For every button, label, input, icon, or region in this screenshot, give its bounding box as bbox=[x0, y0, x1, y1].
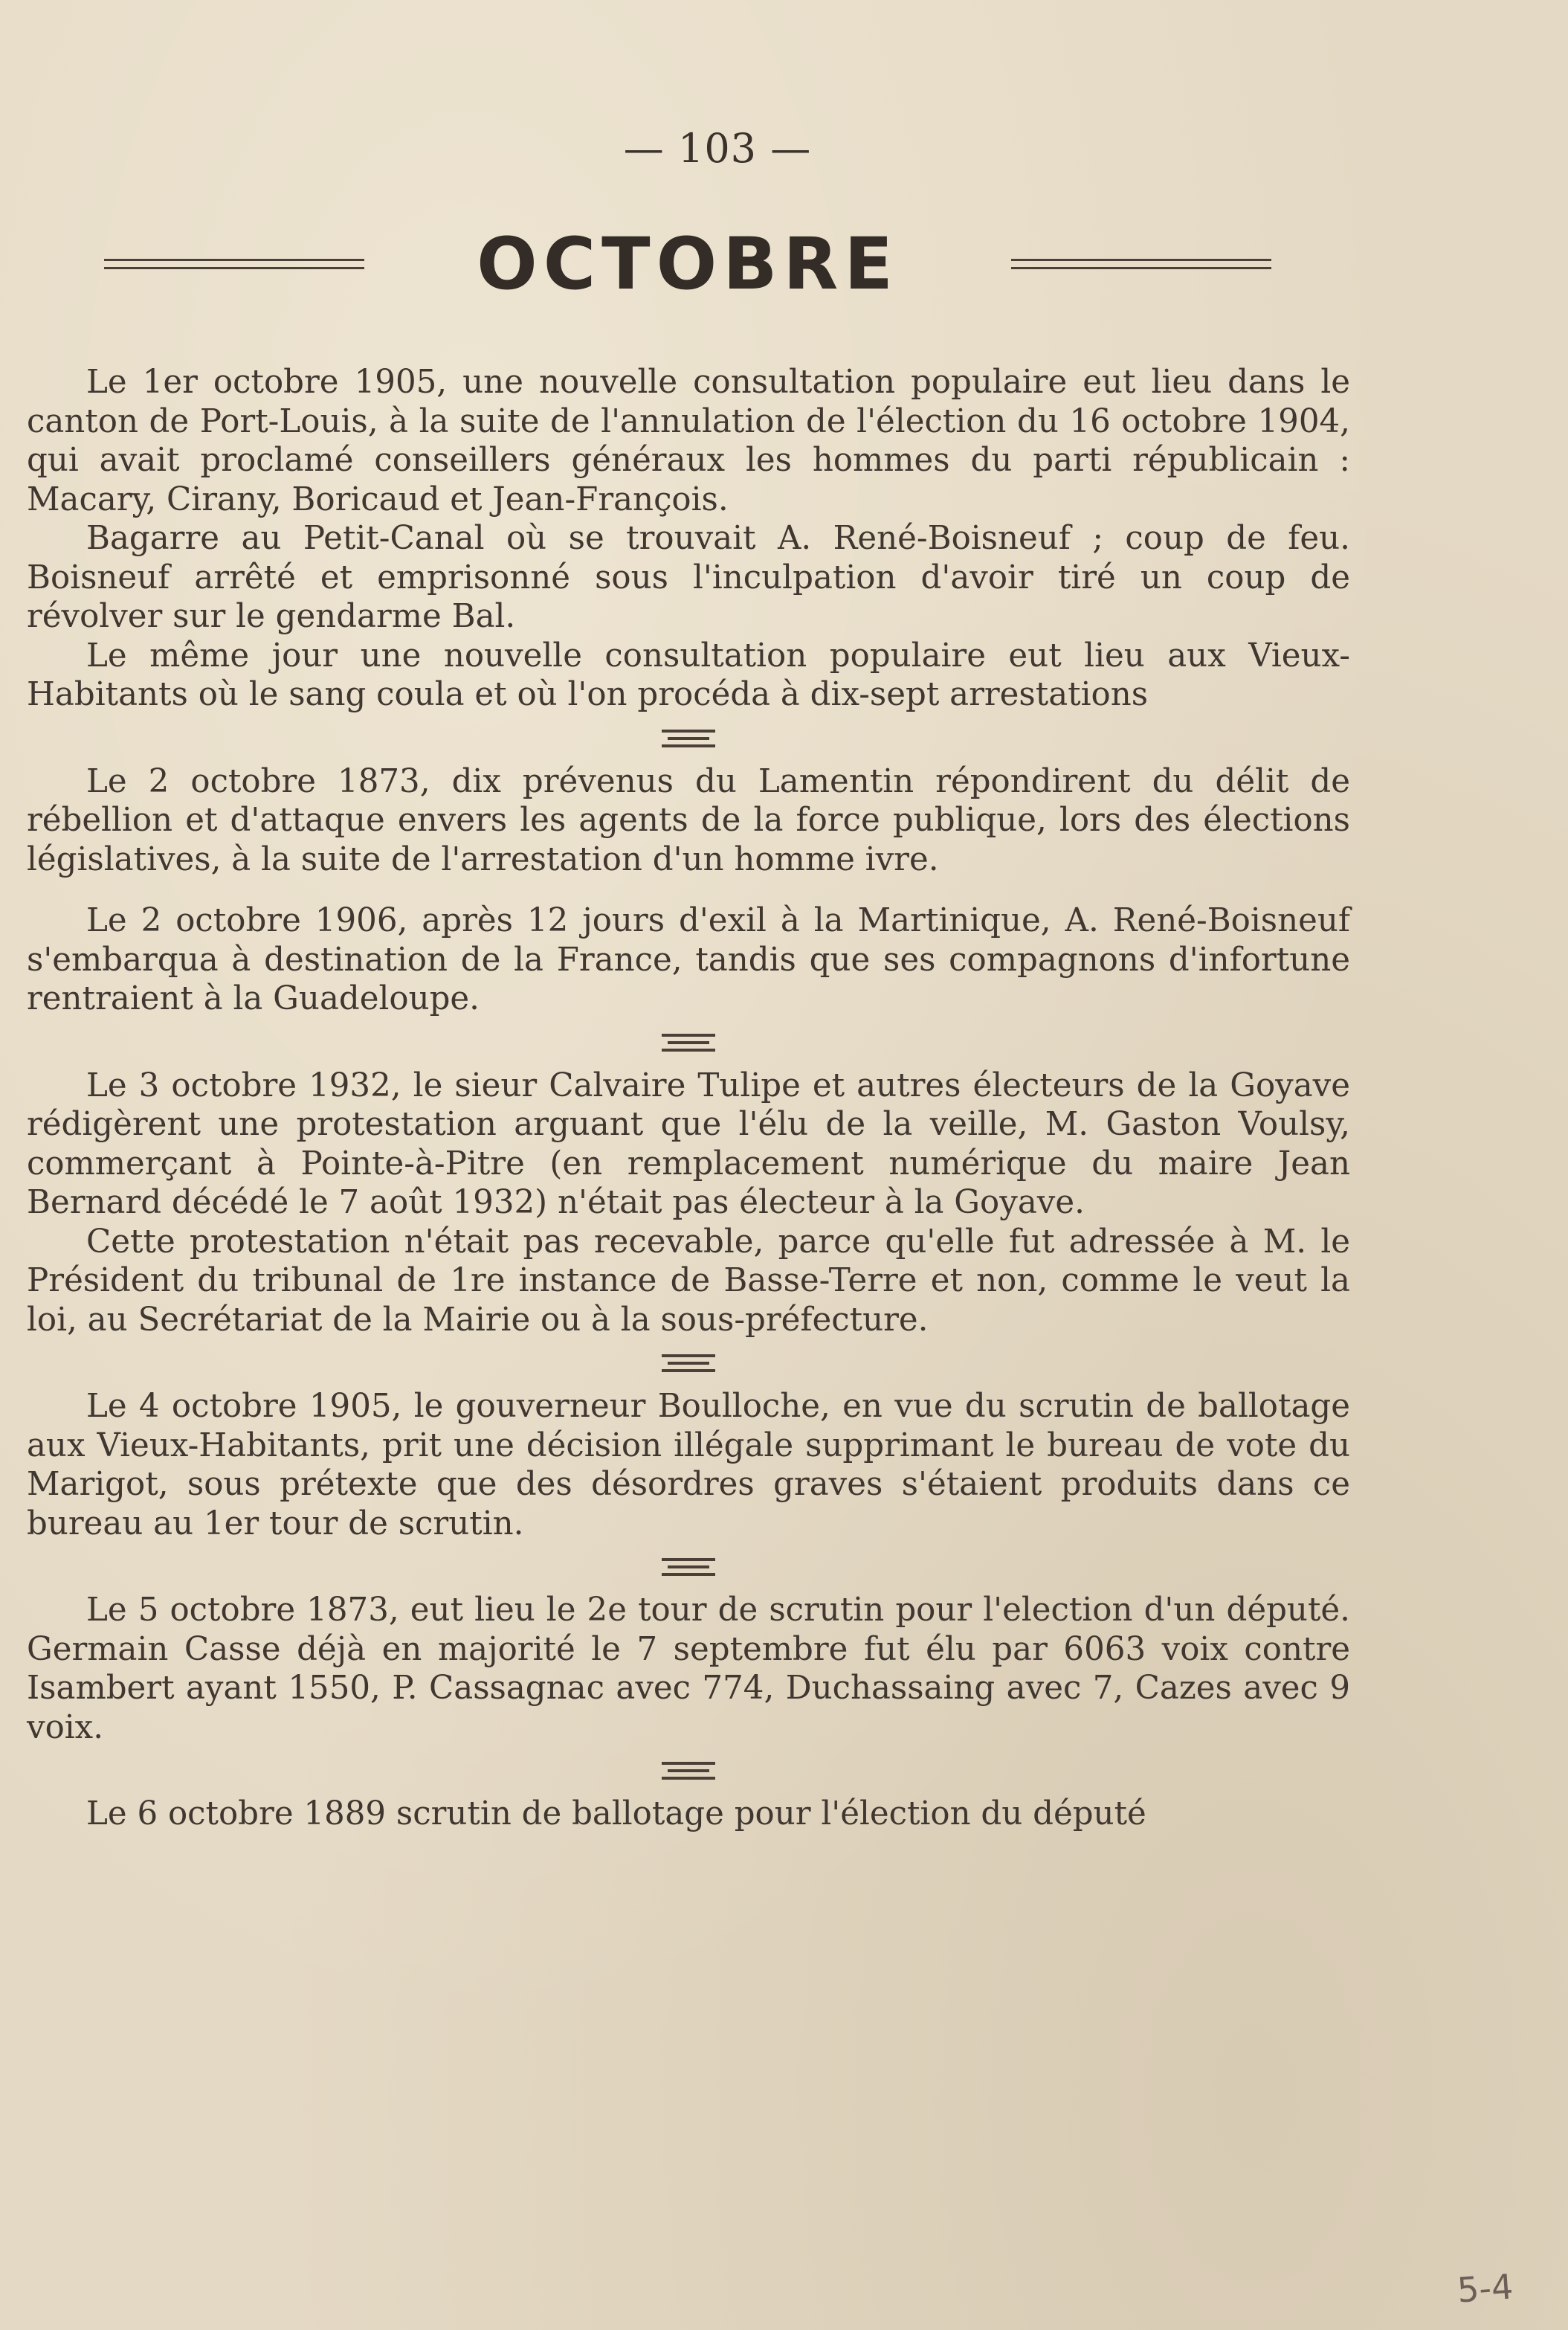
page-number: — 103 — bbox=[623, 125, 812, 172]
ornament-icon bbox=[662, 1354, 715, 1372]
paragraph: Le 2 octobre 1906, après 12 jours d'exil à la Martinique, A. René-Boisneuf s'embarqua à destination de la France, tandis que ses compagnons d'infortune rentraient à la Guadeloupe. bbox=[27, 902, 1350, 1017]
paragraph: Le 4 octobre 1905, le gouverneur Boulloche, en vue du scrutin de ballotage aux Vieux-Habitants, prit une décision illégale supprimant le bureau de vote du Marigot, sous prétexte que des désordres graves s'étaient produits dans ce bureau au 1er tour de scrutin. bbox=[27, 1388, 1350, 1542]
title-rule-right bbox=[1011, 259, 1271, 269]
title-row bbox=[104, 223, 1271, 305]
paragraph: Le même jour une nouvelle consultation populaire eut lieu aux Vieux-Habitants où le sang coula et où l'on procéda à dix-sept arrestations bbox=[27, 637, 1350, 713]
section-separator bbox=[27, 1019, 1350, 1066]
paragraph: Le 1er octobre 1905, une nouvelle consultation populaire eut lieu dans le canton de Port-Louis, à la suite de l'annulation de l'élection du 16 octobre 1904, qui avait proclamé conseillers généraux les hommes du parti républicain : Macary, Cirany, Boricaud et Jean-François. bbox=[27, 364, 1350, 518]
paragraph: Le 2 octobre 1873, dix prévenus du Lamentin répondirent du délit de rébellion et d'attaque envers les agents de la force publique, lors des élections législatives, à la suite de l'arrestation d'un homme ivre. bbox=[27, 762, 1350, 878]
section-separator bbox=[27, 1543, 1350, 1591]
body-text bbox=[27, 363, 1350, 1834]
title-rule-left bbox=[104, 259, 364, 269]
section-separator bbox=[27, 1747, 1350, 1795]
paragraph: Le 6 octobre 1889 scrutin de ballotage pour l'élection du député bbox=[86, 1795, 1146, 1832]
section-separator bbox=[27, 715, 1350, 762]
paragraph: Le 5 octobre 1873, eut lieu le 2e tour de scrutin pour l'election d'un député. Germain Casse déjà en majorité le 7 septembre fut élu par 6063 voix contre Isambert ayant 1550, P. Cassagnac avec 774, Duchassaing avec 7, Cazes avec 9 voix. bbox=[27, 1592, 1350, 1746]
paragraph: Bagarre au Petit-Canal où se trouvait A. René-Boisneuf ; coup de feu. Boisneuf arrêté et emprisonné sous l'inculpation d'avoir tiré un coup de révolver sur le gendarme Bal. bbox=[27, 520, 1350, 635]
ornament-icon bbox=[662, 1558, 715, 1576]
page-title: OCTOBRE bbox=[477, 222, 899, 306]
spacer bbox=[27, 879, 1350, 901]
paragraph: Cette protestation n'était pas recevable, parce qu'elle fut adressée à M. le Président du tribunal de 1re instance de Basse-Terre et non, comme le veut la loi, au Secrétariat de la Mairie ou à la sous-préfecture. bbox=[27, 1223, 1350, 1339]
paragraph: Le 3 octobre 1932, le sieur Calvaire Tulipe et autres électeurs de la Goyave rédigèrent une protestation arguant que l'élu de la veille, M. Gaston Voulsy, commerçant à Pointe-à-Pitre (en remplacement numérique du maire Jean Bernard décédé le 7 août 1932) n'était pas électeur à la Goyave. bbox=[27, 1066, 1350, 1221]
ornament-icon bbox=[662, 1762, 715, 1780]
section-separator bbox=[27, 1339, 1350, 1387]
ornament-icon bbox=[662, 730, 715, 747]
handwritten-margin-note: 5-4 bbox=[1456, 2266, 1514, 2311]
ornament-icon bbox=[662, 1034, 715, 1052]
